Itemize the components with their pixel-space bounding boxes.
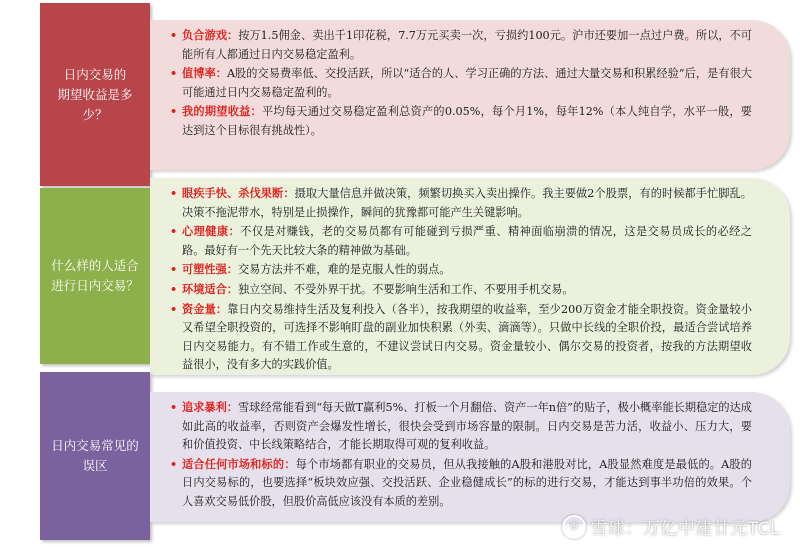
- keyword: 值博率：: [182, 66, 227, 81]
- section-panel: [150, 178, 790, 375]
- bullet-list: [170, 184, 752, 375]
- item-text: 交易方法并不难，难的是克服人性的弱点。: [237, 263, 451, 277]
- section-panel: [150, 20, 790, 170]
- list-item: [170, 102, 752, 140]
- item-text: 雪球经常能看到“每天做T赢利5%、打板一个月翻倍、资产一年n倍”的贴子，极小概率能长期稳定的达成如此高的收益率，否则资产会爆发性增长，很快会受到市场容量的限制。日内交易是苦力活，收益小、压力大，要和价值投资、中长线策略结合，才能长期取得可观的复利收益。: [182, 401, 752, 452]
- list-item: [170, 260, 752, 280]
- keyword: 资金量：: [182, 301, 228, 316]
- list-item: [170, 455, 752, 512]
- keyword: 可塑性强：: [182, 262, 238, 277]
- item-text: 每个市场都有职业的交易员，但从我接触的A股和港股对比，A股显然难度是最低的。A股的日内交易标的，也要选择“板块效应强、交投活跃、企业稳健成长”的标的进行交易，才能达到事半功倍的效果。个人喜欢交易低价股，但股价高低应该没有本质的差别。: [182, 457, 752, 508]
- section-panel: [150, 392, 790, 522]
- list-item: [170, 26, 752, 64]
- snowball-logo-icon: ❄: [562, 515, 586, 539]
- bullet-list: [170, 398, 752, 512]
- list-item: [170, 184, 752, 222]
- keyword: 环境适合：: [182, 281, 238, 296]
- keyword: 追求暴利：: [182, 400, 238, 414]
- section-label: 日内交易常见的 误区: [40, 372, 150, 540]
- list-item: [170, 300, 752, 375]
- keyword: 负合游戏：: [182, 28, 239, 42]
- item-text: 靠日内交易维持生活及复利投入（各半），按我期望的收益率，至少200万资金才能全职投资。资金量较小又希望全职投资的，可选择不影响盯盘的副业加快积累（外卖、滴滴等）。只做中长线的全职价投，最适合尝试培养日内交易能力。有不错工作或生意的，不建议尝试日内交易。资金量较小、偶尔交易的投资者，按我的方法期望收益很小，没有多大的实践价值。: [182, 302, 752, 372]
- section-label: 日内交易的 期望收益是多少？: [40, 3, 150, 186]
- keyword: 适合任何市场和标的：: [182, 456, 296, 471]
- item-text: 按万1.5佣金、卖出千1印花税，7.7万元买卖一次，亏损约100元。沪市还要加一点过户费。所以，不可能所有人都通过日内交易稳定盈利。: [182, 29, 752, 61]
- list-item: [170, 64, 752, 102]
- item-text: 不仅是对赚钱，老的交易员都有可能碰到亏损严重、精神面临崩溃的情况，这是交易员成长的必经之路。最好有一个先天比较大条的精神做为基础。: [182, 225, 752, 257]
- item-text: 摄取大量信息并做决策，频繁切换买入卖出操作。我主要做2个股票，有的时候都手忙脚乱。决策不拖泥带水，特别是止损操作，瞬间的犹豫都可能产生关键影响。: [182, 187, 752, 219]
- list-item: [170, 280, 752, 300]
- item-text: 独立空间、不受外界干扰。不要影响生活和工作、不要用手机交易。: [237, 282, 574, 296]
- keyword: 我的期望收益：: [182, 104, 262, 119]
- item-text: A股的交易费率低、交投活跃，所以“适合的人、学习正确的方法、通过大量交易和积累经验”后，是有很大可能通过日内交易稳定盈利的。: [182, 67, 752, 99]
- item-text: 平均每天通过交易稳定盈利总资产的0.05%，每个月1%，每年12%（本人纯自学，水平一般，要达到这个目标很有挑战性）。: [182, 105, 752, 137]
- list-item: [170, 222, 752, 260]
- bullet-list: [170, 26, 752, 141]
- section-label: 什么样的人适合 进行日内交易？: [40, 188, 150, 364]
- keyword: 心理健康：: [182, 224, 241, 239]
- watermark: [562, 514, 780, 539]
- keyword: 眼疾手快、杀伐果断：: [182, 186, 295, 200]
- list-item: [170, 398, 752, 455]
- watermark-text: 雪球：万亿中建廿元TCL: [590, 519, 780, 539]
